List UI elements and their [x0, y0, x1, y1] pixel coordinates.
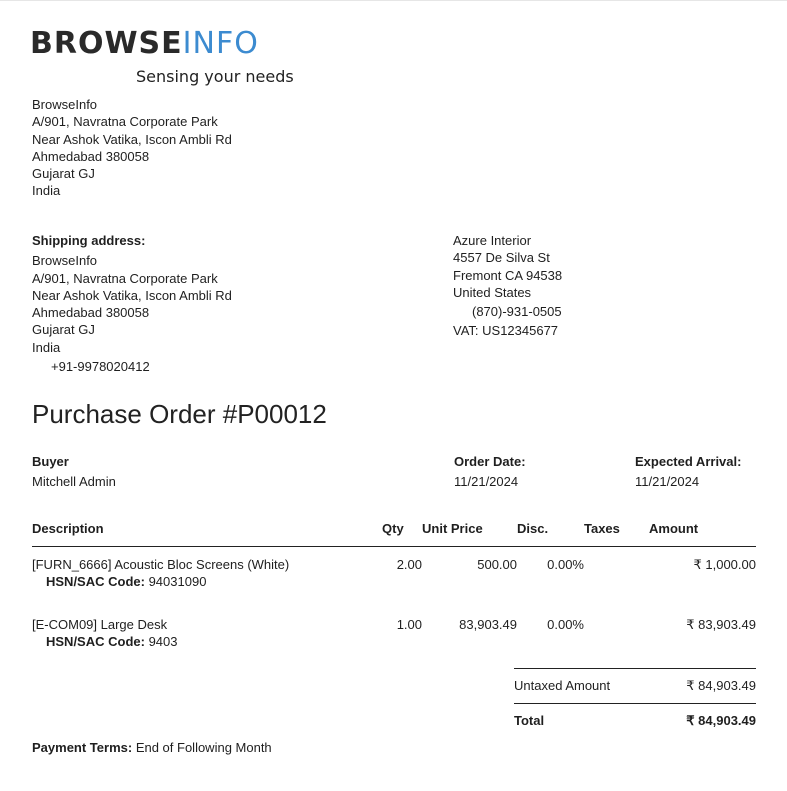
line-description: [FURN_6666] Acoustic Bloc Screens (White) — [32, 557, 290, 572]
company-address-line: Near Ashok Vatika, Iscon Ambli Rd — [32, 131, 232, 147]
hsn-label: HSN/SAC Code: — [46, 634, 145, 649]
company-address-line: Gujarat GJ — [32, 166, 95, 182]
buyer-value: Mitchell Admin — [32, 474, 116, 489]
vendor-address — [453, 232, 562, 340]
hsn-value: 94031090 — [148, 574, 207, 589]
shipping-address-line: Near Ashok Vatika, Iscon Ambli Rd — [32, 287, 232, 303]
hsn-value: 9403 — [148, 634, 178, 649]
logo-tagline: Sensing your needs — [136, 67, 294, 86]
order-date-value: 11/21/2024 — [454, 474, 519, 489]
line-discount: 0.00% — [547, 617, 584, 632]
buyer-label: Buyer — [32, 454, 69, 469]
line-description: [E-COM09] Large Desk — [32, 617, 168, 632]
payment-terms — [32, 740, 272, 755]
line-unit-price: 500.00 — [477, 557, 517, 572]
column-header-amount: Amount — [649, 517, 756, 547]
payment-terms-label: Payment Terms: — [32, 740, 133, 755]
line-description-cell — [32, 547, 382, 606]
untaxed-amount-value: ₹ 84,903.49 — [686, 678, 756, 693]
line-qty: 1.00 — [396, 617, 422, 632]
vendor-phone: (870)-931-0505 — [472, 304, 562, 320]
shipping-address-line: A/901, Navratna Corporate Park — [32, 270, 218, 286]
shipping-address-line: BrowseInfo — [32, 253, 98, 269]
table-row — [32, 547, 756, 606]
expected-arrival-value: 11/21/2024 — [635, 474, 700, 489]
total-divider — [514, 703, 756, 704]
company-address-line: Ahmedabad 380058 — [32, 148, 150, 164]
page-title: Purchase Order #P00012 — [32, 399, 327, 429]
total-label: Total — [514, 713, 545, 728]
table-row — [32, 605, 756, 649]
table-header-row — [32, 517, 756, 547]
total-value: ₹ 84,903.49 — [686, 713, 756, 728]
company-address-line: A/901, Navratna Corporate Park — [32, 114, 218, 130]
vendor-address-line: United States — [453, 284, 532, 300]
order-lines-table — [32, 517, 756, 649]
top-divider — [0, 0, 787, 1]
payment-terms-value: End of Following Month — [135, 740, 272, 755]
column-header-unit-price: Unit Price — [422, 517, 517, 547]
column-header-taxes: Taxes — [584, 517, 649, 547]
logo-text-accent: INFO — [182, 26, 259, 61]
line-taxes — [584, 605, 649, 649]
company-logo — [30, 26, 259, 62]
buyer-info — [32, 452, 116, 492]
expected-arrival-info — [635, 452, 741, 492]
hsn-label: HSN/SAC Code: — [46, 574, 145, 589]
line-unit-price: 83,903.49 — [459, 617, 517, 632]
vendor-address-line: 4557 De Silva St — [453, 250, 550, 266]
expected-arrival-label: Expected Arrival: — [635, 454, 742, 469]
totals-divider — [514, 668, 756, 669]
column-header-qty: Qty — [382, 517, 422, 547]
order-date-info — [454, 452, 526, 492]
vendor-address-line: Azure Interior — [453, 233, 532, 248]
shipping-heading: Shipping address: — [32, 233, 146, 248]
order-date-label: Order Date: — [454, 454, 526, 469]
column-header-disc: Disc. — [517, 517, 584, 547]
line-amount: ₹ 1,000.00 — [693, 557, 756, 572]
logo-text-main: BROWSE — [30, 26, 183, 61]
shipping-address — [32, 232, 232, 375]
vendor-address-line: Fremont CA 94538 — [453, 267, 563, 283]
line-amount: ₹ 83,903.49 — [686, 617, 756, 632]
column-header-description: Description — [32, 517, 382, 547]
shipping-address-line: Gujarat GJ — [32, 322, 95, 338]
untaxed-amount-label: Untaxed Amount — [514, 678, 611, 693]
company-address-line: BrowseInfo — [32, 97, 98, 112]
line-discount: 0.00% — [547, 557, 584, 572]
vendor-vat: VAT: US12345677 — [453, 323, 559, 339]
line-description-cell — [32, 605, 382, 649]
line-taxes — [584, 547, 649, 606]
line-qty: 2.00 — [396, 557, 422, 572]
shipping-address-line: Ahmedabad 380058 — [32, 305, 150, 321]
company-address-line: India — [32, 183, 61, 199]
shipping-phone: +91-9978020412 — [51, 359, 150, 375]
company-address — [32, 96, 232, 200]
shipping-address-line: India — [32, 339, 61, 355]
